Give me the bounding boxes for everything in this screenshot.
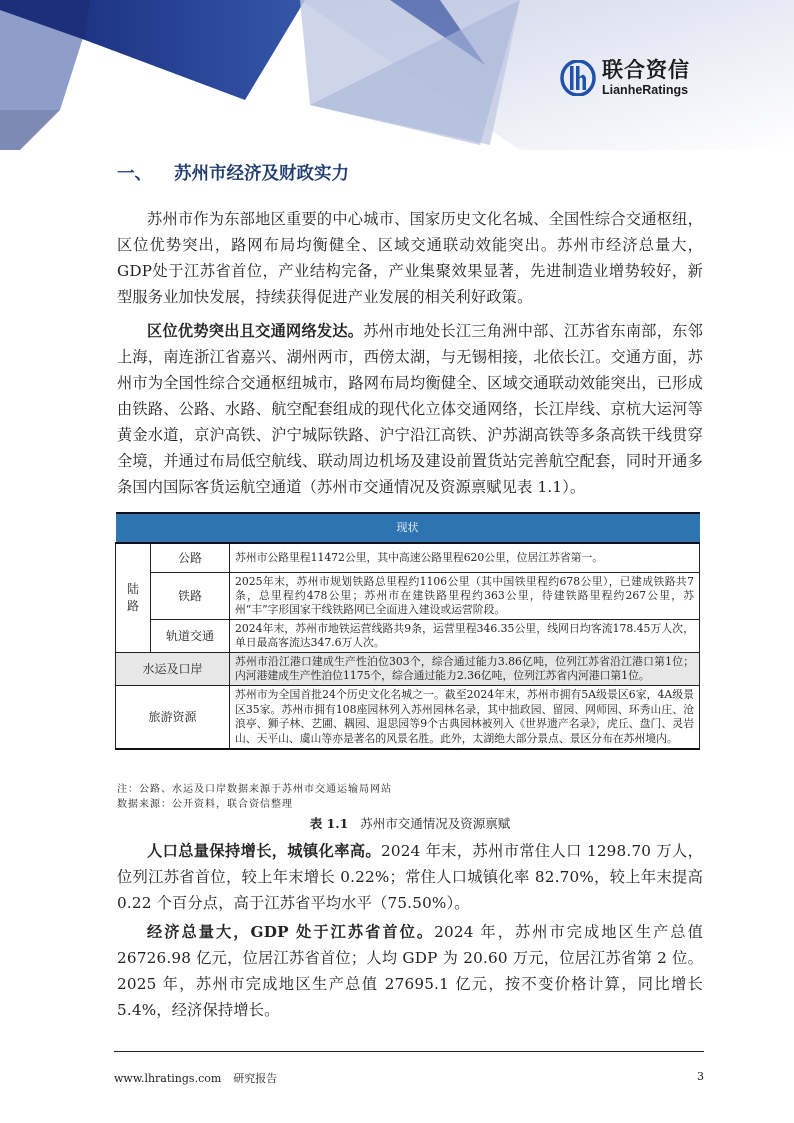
- row-category: 公路: [151, 543, 230, 573]
- section-number: 一、: [117, 164, 152, 184]
- paragraph-lead: 区位优势突出且交通网络发达。: [147, 322, 364, 340]
- paragraph-body: 2024 年末，苏州市常住人口 1298.70 万人，位列江苏省首位，较上年末增长 0.22%；常住人口城镇化率 82.70%，较上年末提高 0.22 个百分点，高于江苏省平均水平（75.50%）。: [117, 842, 703, 912]
- caption-title: 苏州市交通情况及资源禀赋: [360, 816, 511, 831]
- table-row: [116, 573, 700, 620]
- paragraph-location-transport: [117, 318, 703, 500]
- table-caption: [117, 814, 703, 832]
- row-description: 2025年末，苏州市规划铁路总里程约1106公里（其中国铁里程约678公里），已建成铁路共7条，总里程约478公里；苏州市在建铁路里程约363公里，待建铁路里程约267公里，苏州“丰”字形国家干线铁路网已全面进入建设或运营阶段。: [230, 573, 700, 620]
- table-row: [116, 620, 700, 653]
- footer-doc-type: 研究报告: [233, 1072, 278, 1085]
- paragraph-body: 2024 年，苏州市完成地区生产总值 26726.98 亿元，位居江苏省首位；人均 GDP 为 20.60 万元，位居江苏省第 2 位。2025 年，苏州市完成地区生产总值 27695.1 亿元，按不变价格计算，同比增长 5.4%，经济保持增长。: [117, 923, 703, 1019]
- page-footer: [114, 1070, 704, 1086]
- table-row: [116, 653, 700, 686]
- row-description: 2024年末，苏州市地铁运营线路共9条，运营里程346.35公里，线网日均客流178.45万人次，单日最高客流达347.6万人次。: [230, 620, 700, 653]
- section-title-text: 苏州市经济及财政实力: [174, 164, 349, 184]
- caption-number: 表 1.1: [309, 816, 349, 831]
- logo-english-name: LianheRatings: [602, 83, 689, 97]
- table-header: 现状: [116, 513, 700, 543]
- footer-divider: [114, 1051, 704, 1052]
- paragraph-lead: 经济总量大，GDP 处于江苏省首位。: [147, 923, 435, 941]
- row-category: 水运及口岸: [116, 653, 230, 686]
- paragraph-population: [117, 838, 703, 916]
- table-source: 数据来源：公开资料，联合资信整理: [117, 799, 293, 810]
- lianhe-lh-logo-icon: [560, 60, 596, 96]
- row-description: 苏州市为全国首批24个历史文化名城之一。截至2024年末，苏州市拥有5A级景区6家，4A级景区35家。苏州市拥有108座园林列入苏州园林名录，其中拙政园、留园、网师园、环秀山庄、沧浪亭、狮子林、艺圃、耦园、退思园等9个古典园林被列入《世界遗产名录》，虎丘、盘门、灵岩山、天平山、虞山等亦是著名的风景名胜。此外，太湖绝大部分景点、景区分布在苏州境内。: [230, 686, 700, 750]
- transport-resources-table: [115, 512, 700, 750]
- row-category: 轨道交通: [151, 620, 230, 653]
- row-description: 苏州市公路里程11472公里，其中高速公路里程620公里，位居江苏省第一。: [230, 543, 700, 573]
- page-number: 3: [697, 1070, 704, 1083]
- paragraph-body: 苏州市地处长江三角洲中部、江苏省东南部，东邻上海，南连浙江省嘉兴、湖州两市，西傍太湖，与无锡相接，北依长江。交通方面，苏州市为全国性综合交通枢纽城市，路网布局均衡健全、区域交通联动效能突出，已形成由铁路、公路、水路、航空配套组成的现代化立体交通网络，长江岸线、京杭大运河等黄金水道，京沪高铁、沪宁城际铁路、沪宁沿江高铁、沪苏湖高铁等多条高铁干线贯穿全境，并通过布局低空航线、联动周边机场及建设前置货站完善航空配套，同时开通多条国内国际客货运航空通道（苏州市交通情况及资源禀赋见表 1.1）。: [117, 322, 703, 496]
- row-description: 苏州市沿江港口建成生产性泊位303个，综合通过能力3.86亿吨，位列江苏省沿江港口第1位；内河港建成生产性泊位1175个，综合通过能力2.36亿吨，位列江苏省内河港口第1位。: [230, 653, 700, 686]
- row-category: 旅游资源: [116, 686, 230, 750]
- table-row: [116, 686, 700, 750]
- footer-website-link[interactable]: www.lhratings.com: [114, 1072, 222, 1085]
- section-heading: [117, 160, 349, 185]
- paragraph-lead: 人口总量保持增长，城镇化率高。: [147, 842, 382, 860]
- row-category: 铁路: [151, 573, 230, 620]
- paragraph-gdp: [117, 919, 703, 1023]
- table-row: [116, 543, 700, 573]
- company-logo: [560, 60, 690, 97]
- land-group-label: 陆路: [116, 543, 151, 653]
- paragraph-overview: 苏州市作为东部地区重要的中心城市、国家历史文化名城、全国性综合交通枢纽，区位优势突出，路网布局均衡健全、区域交通联动效能突出。苏州市经济总量大，GDP处于江苏省首位，产业结构完备，产业集聚效果显著，先进制造业增势较好，新型服务业加快发展，持续获得促进产业发展的相关利好政策。: [117, 210, 703, 306]
- logo-chinese-name: 联合资信: [602, 58, 690, 82]
- table-note: 注：公路、水运及口岸数据来源于苏州市交通运输局网站: [117, 784, 392, 795]
